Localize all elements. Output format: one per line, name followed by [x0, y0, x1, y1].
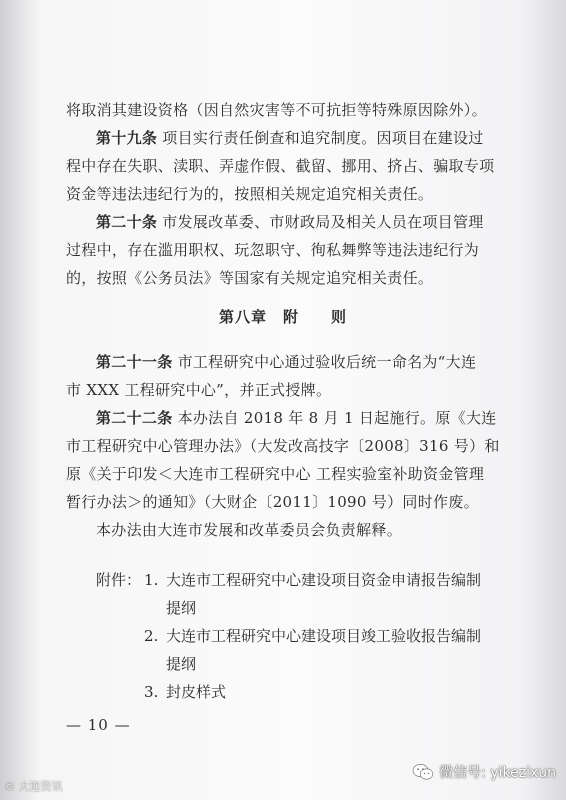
- text-line: 市工程研究中心管理办法》（大发改高技字〔2008〕316 号）和: [66, 437, 500, 455]
- text-line: 暂行办法＞的通知》（大财企〔2011〕1090 号）同时作废。: [66, 493, 479, 511]
- paragraph-continuation: [66, 96, 506, 124]
- attachment-title: 提纲: [166, 599, 197, 617]
- text-line: 市工程研究中心通过验收后统一命名为“大连: [172, 353, 477, 371]
- attachment-item-2: [96, 622, 516, 678]
- attachment-title: 大连市工程研究中心建设项目竣工验收报告编制: [166, 627, 482, 645]
- interpretation-paragraph: [66, 516, 506, 544]
- attachment-item-3: [96, 678, 516, 706]
- watermark-text: 微信号: yikezixun: [439, 765, 556, 781]
- attachment-number: 2.: [144, 627, 159, 645]
- attachment-item-1: [96, 566, 516, 622]
- text-line: 本办法由大连市发展和改革委员会负责解释。: [96, 521, 403, 539]
- article-19: [66, 124, 506, 208]
- attachments-list: [96, 566, 516, 706]
- article-21: [66, 348, 506, 404]
- attachment-title: 封皮样式: [166, 683, 227, 701]
- article-20: [66, 208, 506, 292]
- attachment-number: 1.: [144, 571, 159, 589]
- chapter-title: 第八章 附 则: [218, 308, 347, 326]
- article-heading: 第二十条: [96, 213, 158, 231]
- attachments-label: 附件：: [96, 571, 142, 589]
- text-line: 本办法自 2018 年 8 月 1 日起施行。原《大连: [172, 409, 497, 427]
- text-line: 市 XXX 工程研究中心”，并正式授牌。: [66, 381, 332, 399]
- text-line: 项目实行责任倒查和追究制度。因项目在建设过: [157, 129, 484, 147]
- attachment-number: 3.: [144, 683, 159, 701]
- watermark-right: [412, 762, 556, 782]
- text-line: 将取消其建设资格（因自然灾害等不可抗拒等特殊原因除外）。: [66, 101, 487, 119]
- page-number: — 10 —: [66, 716, 131, 734]
- article-heading: 第二十二条: [96, 409, 173, 427]
- text-line: 程中存在失职、渎职、弄虚作假、截留、挪用、挤占、骗取专项: [66, 157, 495, 175]
- text-line: 过程中，存在滥用职权、玩忽职守、徇私舞弊等违法违纪行为: [66, 241, 480, 259]
- article-heading: 第十九条: [96, 129, 158, 147]
- attachment-title: 提纲: [166, 655, 197, 673]
- attachment-title: 大连市工程研究中心建设项目资金申请报告编制: [166, 571, 482, 589]
- article-heading: 第二十一条: [96, 353, 173, 371]
- text-line: 的，按照《公务员法》等国家有关规定追究相关责任。: [66, 269, 434, 287]
- article-22: [66, 404, 506, 516]
- text-line: 原《关于印发＜大连市工程研究中心 工程实验室补助资金管理: [66, 465, 485, 483]
- text-line: 市发展改革委、市财政局及相关人员在项目管理: [157, 213, 484, 231]
- text-line: 资金等违法违纪行为的，按照相关规定追究相关责任。: [66, 185, 434, 203]
- watermark-left: © 大连资讯: [4, 780, 63, 793]
- wechat-icon: [412, 763, 434, 781]
